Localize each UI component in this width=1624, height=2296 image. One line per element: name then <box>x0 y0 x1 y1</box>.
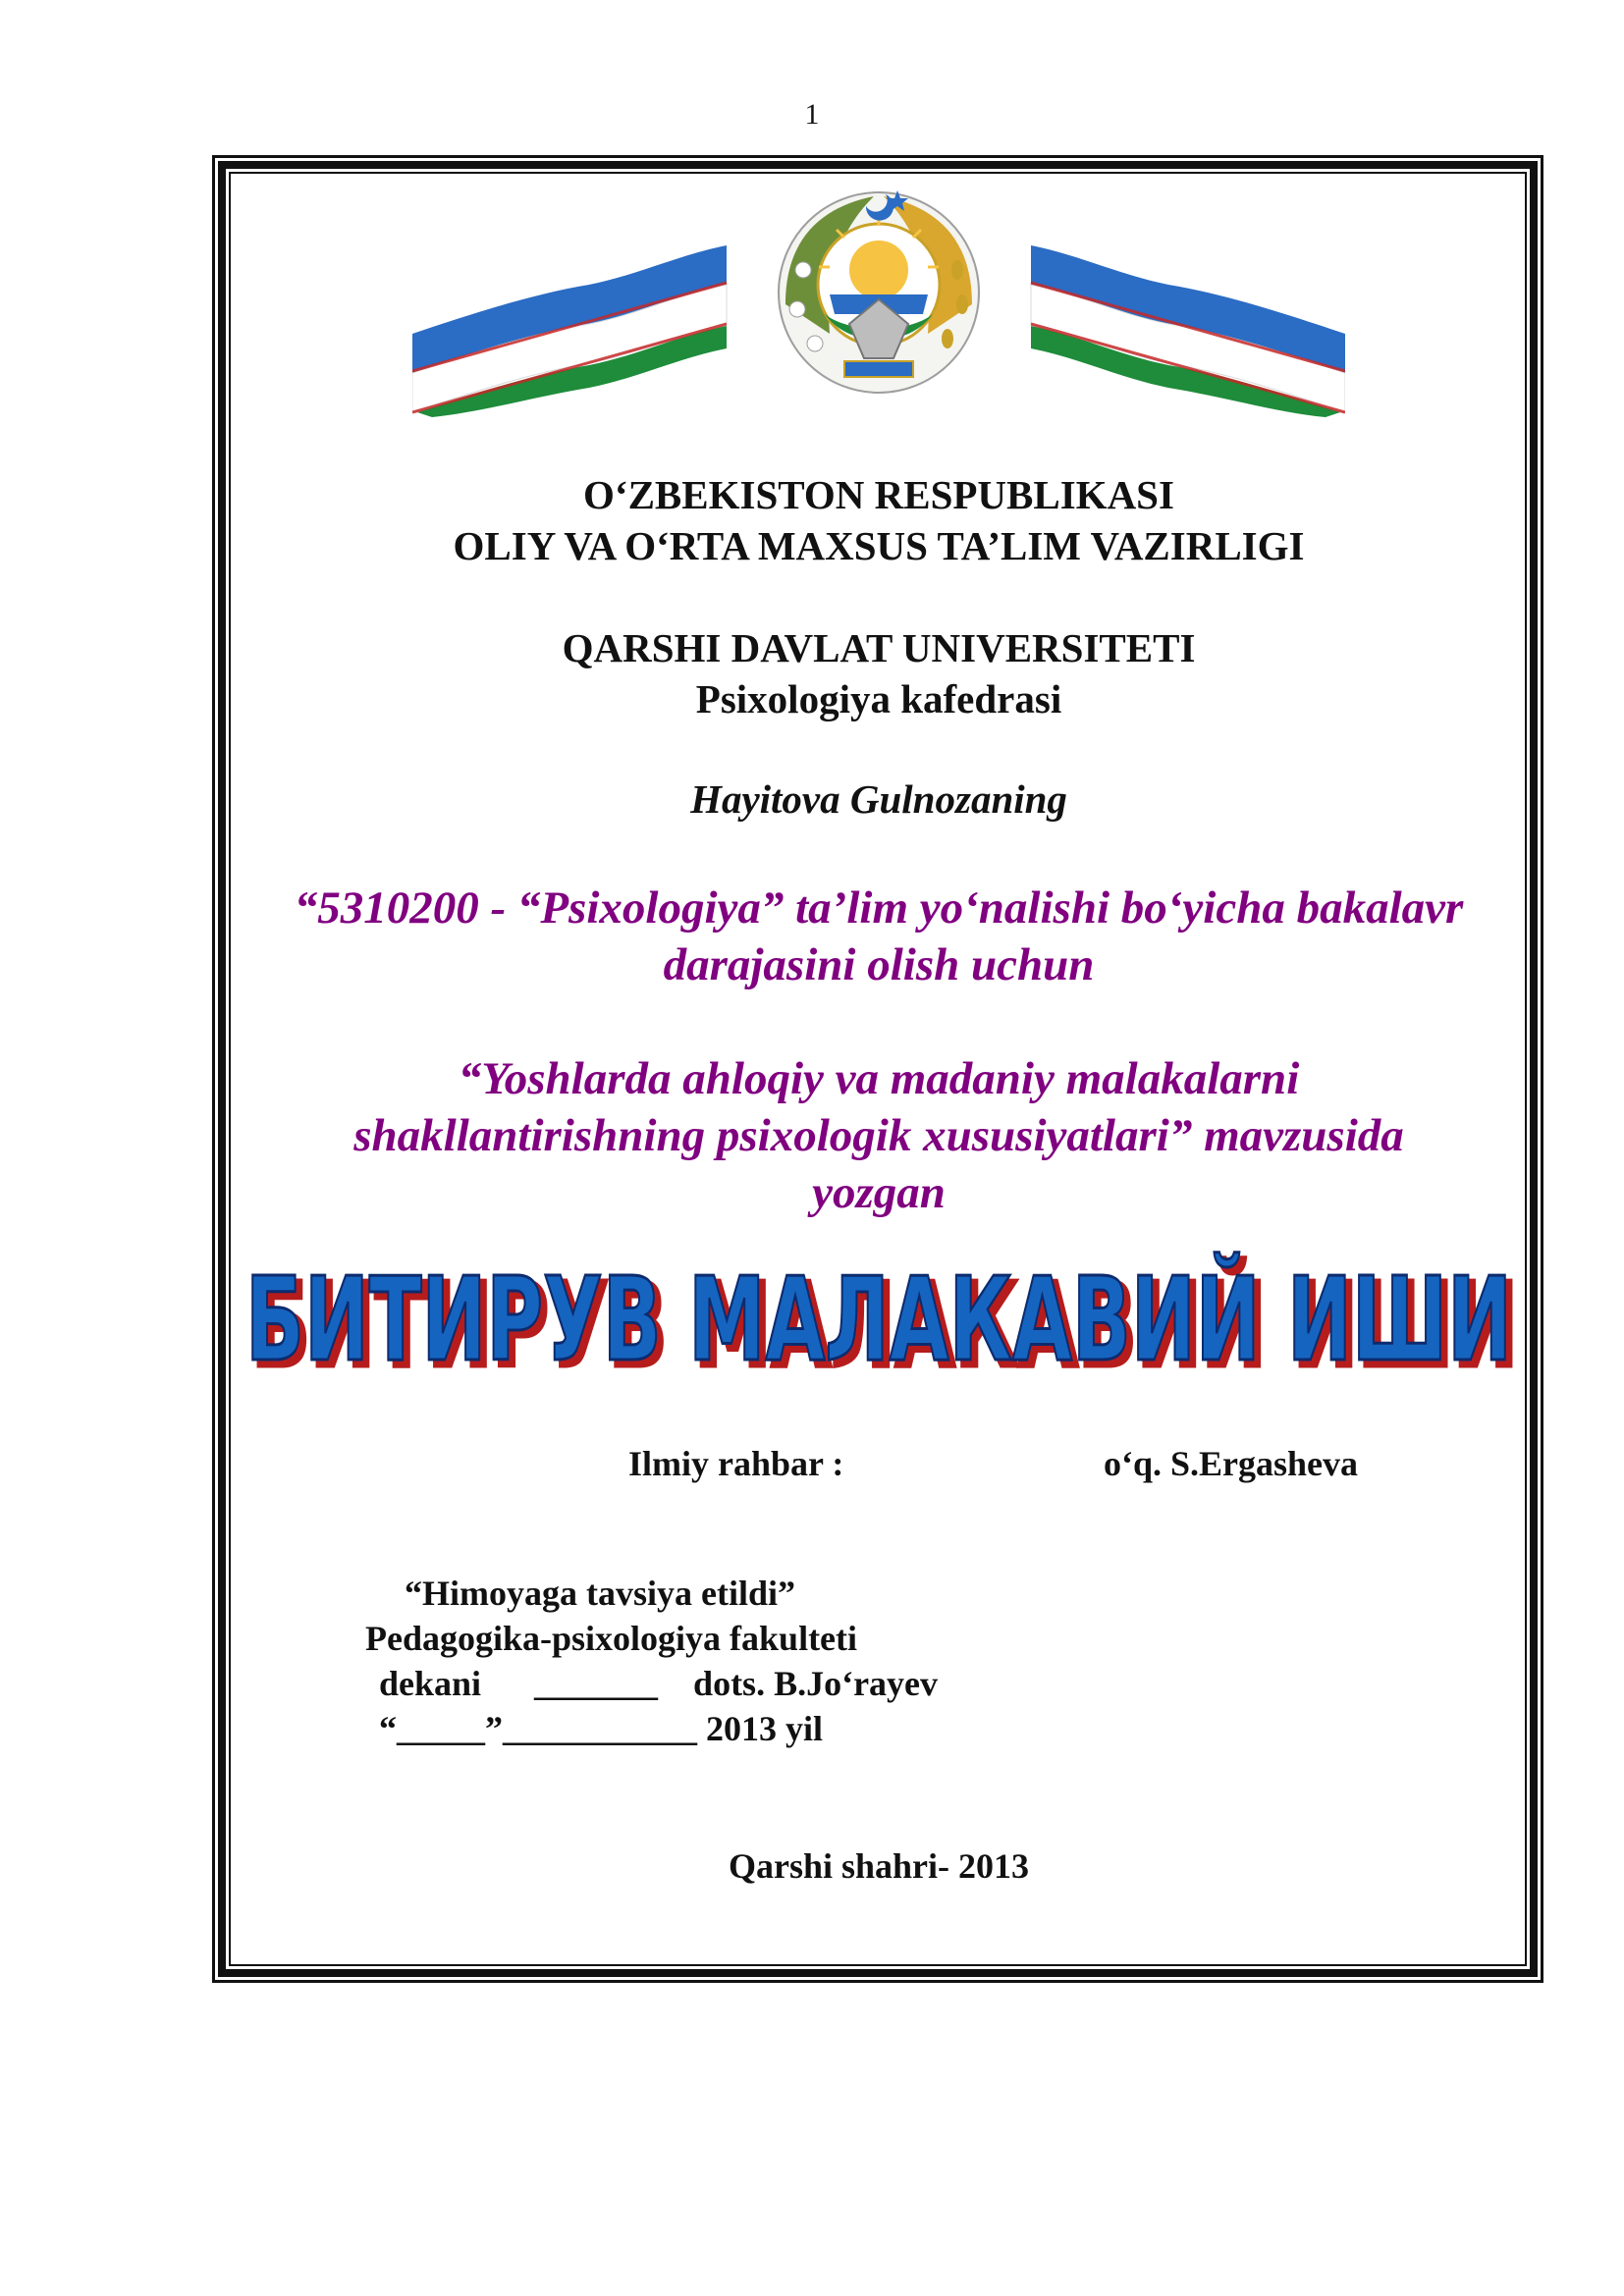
approval-line-4: “_____”___________ 2013 yil <box>379 1709 824 1748</box>
approval-line-3: dekani _______ dots. B.Jo‘rayev <box>379 1664 939 1703</box>
approval-block <box>365 1571 938 1751</box>
institution-block <box>231 622 1527 724</box>
topic-line-3: yozgan <box>812 1167 946 1218</box>
author-name: Hayitova Gulnozaning <box>690 776 1067 822</box>
approval-line-1: “Himoyaga tavsiya etildi” <box>405 1574 795 1613</box>
university-title: QARSHI DAVLAT UNIVERSITETI <box>562 625 1196 670</box>
flag-ribbon-right <box>1031 245 1345 417</box>
topic-block <box>231 1050 1527 1221</box>
page-number: 1 <box>804 98 820 131</box>
ministry-title: OLIY VA O‘RTA MAXSUS TA’LIM VAZIRLIGI <box>453 523 1305 568</box>
topic-line-1: “Yoshlarda ahloqiy va madaniy malakalarni <box>458 1053 1300 1104</box>
supervisor-label: Ilmiy rahbar : <box>628 1444 844 1483</box>
degree-line-1: “5310200 - “Psixologiya” ta’lim yo‘nalishi bo‘yicha bakalavr <box>294 882 1464 934</box>
banner-text: БИТИРУВ МАЛАКАВИЙ ИШИ <box>245 1252 1512 1387</box>
uzbekistan-emblem-flag-icon <box>412 177 1345 417</box>
republic-title: O‘ZBEKISTON RESPUBLIKASI <box>583 472 1174 517</box>
degree-block <box>231 880 1527 993</box>
supervisor-name: o‘q. S.Ergasheva <box>1104 1444 1359 1483</box>
approval-line-2: Pedagogika-psixologiya fakulteti <box>365 1619 858 1658</box>
state-emblem <box>779 190 979 393</box>
flag-ribbon-left <box>412 245 727 417</box>
department-title: Psixologiya kafedrasi <box>695 676 1062 721</box>
topic-line-2: shakllantirishning psixologik xususiyatlari” mavzusida <box>353 1110 1404 1161</box>
header-block <box>231 469 1527 571</box>
thesis-banner <box>236 1245 1522 1392</box>
degree-line-2: darajasini olish uchun <box>663 939 1095 990</box>
city-year: Qarshi shahri- 2013 <box>728 1846 1030 1886</box>
banner-text-shadow: БИТИРУВ МАЛАКАВИЙ ИШИ <box>251 1257 1518 1392</box>
